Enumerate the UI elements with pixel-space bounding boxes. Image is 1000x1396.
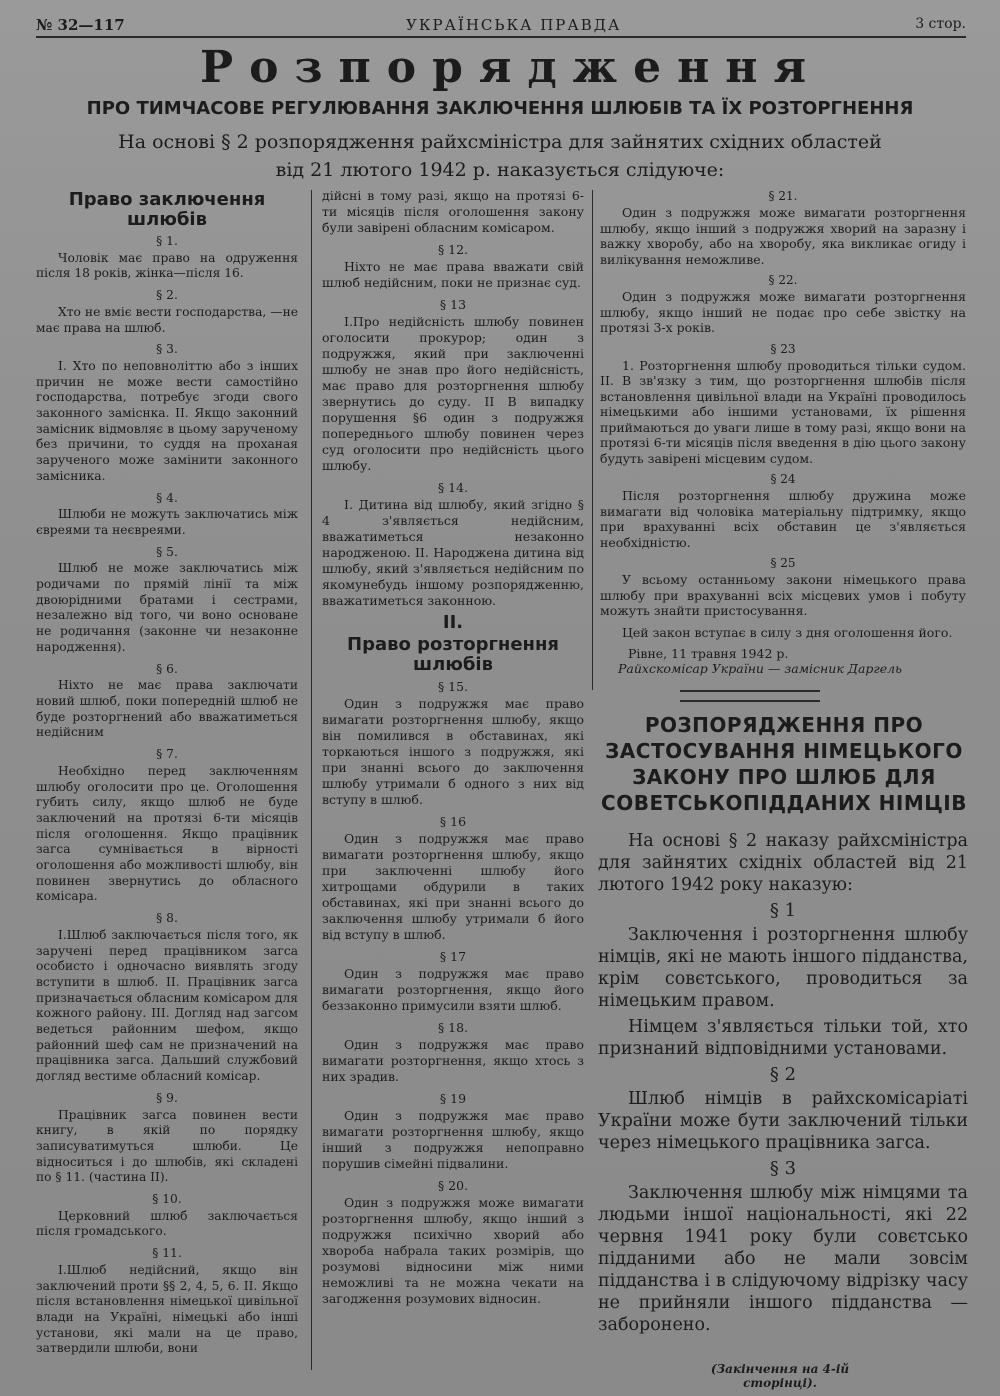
paragraph-text: Один з подружжя має право вимагати розторгнення, якщо хтось з них зрадив.: [322, 1037, 584, 1084]
paragraph-text: Один з подружжя має право вимагати розторгнення, якщо його беззаконно примусили взяти шлюб.: [322, 966, 584, 1013]
masthead: [36, 14, 966, 38]
decree2-body: [598, 830, 968, 1340]
paragraph-text: 1. Розторгнення шлюбу проводиться тільки судом. II. В зв'язку з тим, що розторгнення шлюбів після встановлення цивільної влади на Україні проводилось німецькими або іншими установами, їх рішення приймаються до уваги лише в тому разі, якщо вони на протязі 6-ти місяців після введення в дію цього закону будуть завірені місцевим судом.: [600, 358, 966, 466]
main-title: Розпорядження: [200, 42, 823, 93]
section-heading: Право розторгнення шлюбів: [347, 634, 559, 675]
paragraph-number: § 18.: [437, 1020, 469, 1035]
paragraph-number: § 5.: [156, 544, 178, 559]
column-3: [600, 188, 966, 683]
paragraph-list: [598, 900, 968, 1336]
part-number: II.: [442, 612, 464, 633]
paragraph-number: § 17: [439, 949, 467, 964]
decree2-intro: На основі § 2 наказу райхсміністра для зайнятих східніх областей від 21 лютого 1942 року наказую:: [598, 831, 968, 895]
paragraph-text: Німцем з'являється тільки той, хто признаний відповідними установами.: [598, 1017, 968, 1059]
column-divider: [592, 190, 593, 690]
paragraph-text: Один з подружжя може вимагати розторгнення шлюбу, якщо інший з подружжя психічно хворий або хвороба набрала таких розмірів, що розумові відносини між ними неможливі та не можна чекати на загодження розумових відносин.: [322, 1195, 584, 1306]
paragraph-number: § 19: [439, 1091, 467, 1106]
preamble-line-2: від 21 лютого 1942 р. наказується слідуюче:: [275, 159, 725, 181]
section-heading: Право заключення шлюбів: [68, 189, 266, 230]
paragraph-list: [36, 234, 298, 1357]
place-date: Рівне, 11 травня 1942 р.: [628, 645, 789, 661]
paragraph-number: § 1: [769, 900, 797, 921]
column-1: [36, 186, 298, 1363]
paragraph-text: Чоловік має право на одруження після 18 років, жінка—після 16.: [36, 250, 298, 281]
paragraph-number: § 2: [769, 1064, 797, 1085]
paragraph-number: § 23: [770, 341, 796, 356]
paragraph-text: Один з подружжя має право вимагати розторгнення шлюбу, якщо він помилився в обставинах, які торкаються іншого з подружжя, які при знанні всього до заключення шлюбу утримали б одного з них від вступу в шлюб.: [322, 696, 584, 807]
paragraph-text: Шлюб не може заключатись між родичами по прямій лінії та між двоюрідними братами і сестрами, незалежно від того, чи воно основане не родичання (законне чи незаконне народження).: [36, 561, 298, 654]
continuation-note: (Закінчення на 4-ій сторінці).: [710, 1362, 850, 1390]
paragraph-number: § 22.: [768, 273, 798, 288]
paragraph-number: § 20.: [437, 1178, 469, 1193]
paragraph-number: § 7.: [156, 747, 178, 762]
decree2-title: РОЗПОРЯДЖЕННЯ ПРО ЗАСТОСУВАННЯ НІМЕЦЬКОГО ЗАКОНУ ПРО ШЛЮБ ДЛЯ СОВЕТСЬКОПІДДАНИХ НІМЦІВ: [601, 713, 967, 815]
paragraph-text: І.Шлюб недійсний, якщо він заключений проти §§ 2, 4, 5, 6. II. Якщо після встановлення німецької цивільної влади на Україні, німецькі або інші установи, які мали на це право, затвердили шлюби, вони: [36, 1262, 298, 1356]
issue-number: № 32—117: [36, 16, 125, 34]
paragraph-number: § 11.: [152, 1246, 182, 1261]
paragraph-text: І. Хто по неповноліттю або з інших причин не може вести самостійно господарства, потребує згоди свого законного заміснка. II. Якщо законний замісник відмовляє в цьому зарученому без причини, то суддя на проханая зарученого може замінити законного замісника.: [36, 358, 298, 483]
ornament-divider: [680, 690, 820, 702]
paragraph-number: § 3: [769, 1158, 797, 1179]
paragraph-number: § 21.: [768, 189, 798, 203]
paragraph-number: § 6.: [156, 661, 178, 676]
preamble: [80, 128, 920, 184]
paragraph-text: Один з подружжя має право вимагати розторгнення шлюбу, якщо інший з подружжя непоправно порушив сімейні підвалини.: [322, 1108, 584, 1171]
paragraph-number: § 25: [770, 555, 796, 570]
paragraph-text: Ніхто не має права заключати новий шлюб, поки попередній шлюб не буде розторгнений або вважатиметься недійсним: [36, 678, 298, 740]
paragraph-text: Працівник загса повинен вести книгу, в якій по порядку записуватимуться шлюби. Це відноситься і до шлюбів, які складені по § 11. (частина II).: [36, 1107, 298, 1185]
paragraph-number: § 15.: [437, 679, 469, 694]
preamble-line-1: На основі § 2 розпорядження райхсміністра для зайнятих східних областей: [118, 131, 882, 153]
signature: Райхскомісар України — замісник Даргель: [618, 661, 902, 677]
paragraph-text: І. Дитина від шлюбу, який згідно § 4 з'являється недійсним, вважатиметься незаконно народженою. II. Народжена дитина від шлюбу, який з'являється недійсним по якомунебудь іншому розпорядженню, вважатиметься законною.: [322, 497, 584, 608]
paragraph-text: Один з подружжя має право вимагати розторгнення шлюбу, якщо при заключенні шлюбу його хитрощами обдурили в таких обставинах, які при знанні всього до заключення шлюбу утримали б його від вступу в шлюб.: [322, 831, 584, 942]
paragraph-text: У всьому останньому закони німецького права шлюбу при врахуванні всіх місцевих умов і побуту можуть знайти пристосування.: [600, 572, 966, 619]
column-divider: [311, 190, 312, 1370]
paragraph-text: Заключення і розторгнення шлюбу німців, які не мають іншого підданства, крім совєтського, проводиться за німецьким правом.: [598, 925, 968, 1011]
paragraph-number: § 13: [439, 297, 467, 312]
paragraph-number: § 3.: [156, 342, 178, 357]
paragraph-text: Після розторгнення шлюбу дружина може вимагати від чоловіка матеріальну підтримку, якщо при врахуванні всіх обставин це з'являється необхідністю.: [600, 488, 966, 550]
paragraph-text: Один з подружжя може вимагати розторгнення шлюбу, якщо інший не подає про себе звістку на протязі 3-х років.: [600, 289, 966, 336]
paragraph-text: Хто не вміє вести господарства, —не має права на шлюб.: [36, 304, 298, 335]
paragraph-list: [322, 242, 584, 609]
paragraph-number: § 10.: [152, 1192, 182, 1207]
paragraph-number: § 4.: [156, 490, 178, 505]
column-2: [322, 188, 584, 1313]
paragraph-text: Церковний шлюб заключається після громадського.: [36, 1208, 298, 1239]
paragraph-continuation: дійсні в тому разі, якщо на протязі 6-ти місяців після оголошення закону були завірені обласним комісаром.: [322, 188, 584, 235]
paragraph-number: § 1.: [156, 234, 178, 248]
decree-subtitle: ПРО ТИМЧАСОВЕ РЕГУЛЮВАННЯ ЗАКЛЮЧЕННЯ ШЛЮБІВ ТА ЇХ РОЗТОРГНЕННЯ: [86, 98, 914, 119]
newspaper-name: УКРАЇНСЬКА ПРАВДА: [406, 16, 622, 34]
paragraph-list: [322, 679, 584, 1307]
paragraph-number: § 8.: [156, 911, 178, 926]
paragraph-number: § 16: [439, 814, 467, 829]
paragraph-text: Заключення шлюбу між німцями та людьми іншої національності, які 22 червня 1941 року були совєтсько підданими або не мали зовсім підданства і в слідуючому відрізку часу не прийняли іншого підданства —заборонено.: [598, 1183, 968, 1335]
paragraph-number: § 12.: [437, 242, 469, 257]
paragraph-text: Шлюб німців в райхскомісаріаті України може бути заключений тільки через німецького працівника загса.: [598, 1089, 968, 1153]
paragraph-text: Один з подружжя може вимагати розторгнення шлюбу, якщо інший з подружжя хворий на заразну і важку хворобу, або на хворобу, яка викликає огиду і вилікування неможливе.: [600, 205, 966, 267]
paragraph-text: Шлюби не можуть заключатись між євреями та неєвреями.: [36, 507, 298, 537]
paragraph-text: Ніхто не має права вважати свій шлюб недійсним, поки не признає суд.: [322, 259, 584, 290]
paragraph-number: § 9.: [156, 1090, 178, 1105]
paragraph-list: [600, 189, 966, 619]
page-number: 3 стор.: [915, 16, 966, 32]
paragraph-number: § 24: [770, 471, 796, 486]
paragraph-text: І.Про недійсність шлюбу повинен оголосити прокурор; один з подружжя, який при заключенні шлюбу не знав про його недійсність, має право для розторгнення шлюбу звернутись до суду. II В випадку порушення §6 один з подружжя попереднього шлюбу повинен через суд оголосити про недійсність цього шлюбу.: [322, 314, 584, 473]
effective-date-note: Цей закон вступає в силу з дня оголошення його.: [622, 624, 953, 640]
paragraph-number: § 2.: [156, 288, 178, 303]
paragraph-text: І.Шлюб заключається після того, як заручені перед працівником загса особисто і одночасно виявлять згоду вступити в шлюб. II. Працівник загса призначається обласним комісаром для кожного району. III. Догляд над загсом ведеться районним шефом, якщо районний шеф сам не призначений на працівника загса. Дальший службовий догляд вестиме обласний комісар.: [36, 927, 298, 1084]
paragraph-number: § 14.: [437, 480, 469, 495]
paragraph-text: Необхідно перед заключенням шлюбу оголосити про це. Оголошення губить силу, якщо шлюб не буде заключений на протязі 6-ти місяців після оголошення. Якщо працівник загса сумнівається в вірності оголошення або можливості шлюбу, він повинен звернутись до обласного комісара.: [36, 763, 298, 904]
